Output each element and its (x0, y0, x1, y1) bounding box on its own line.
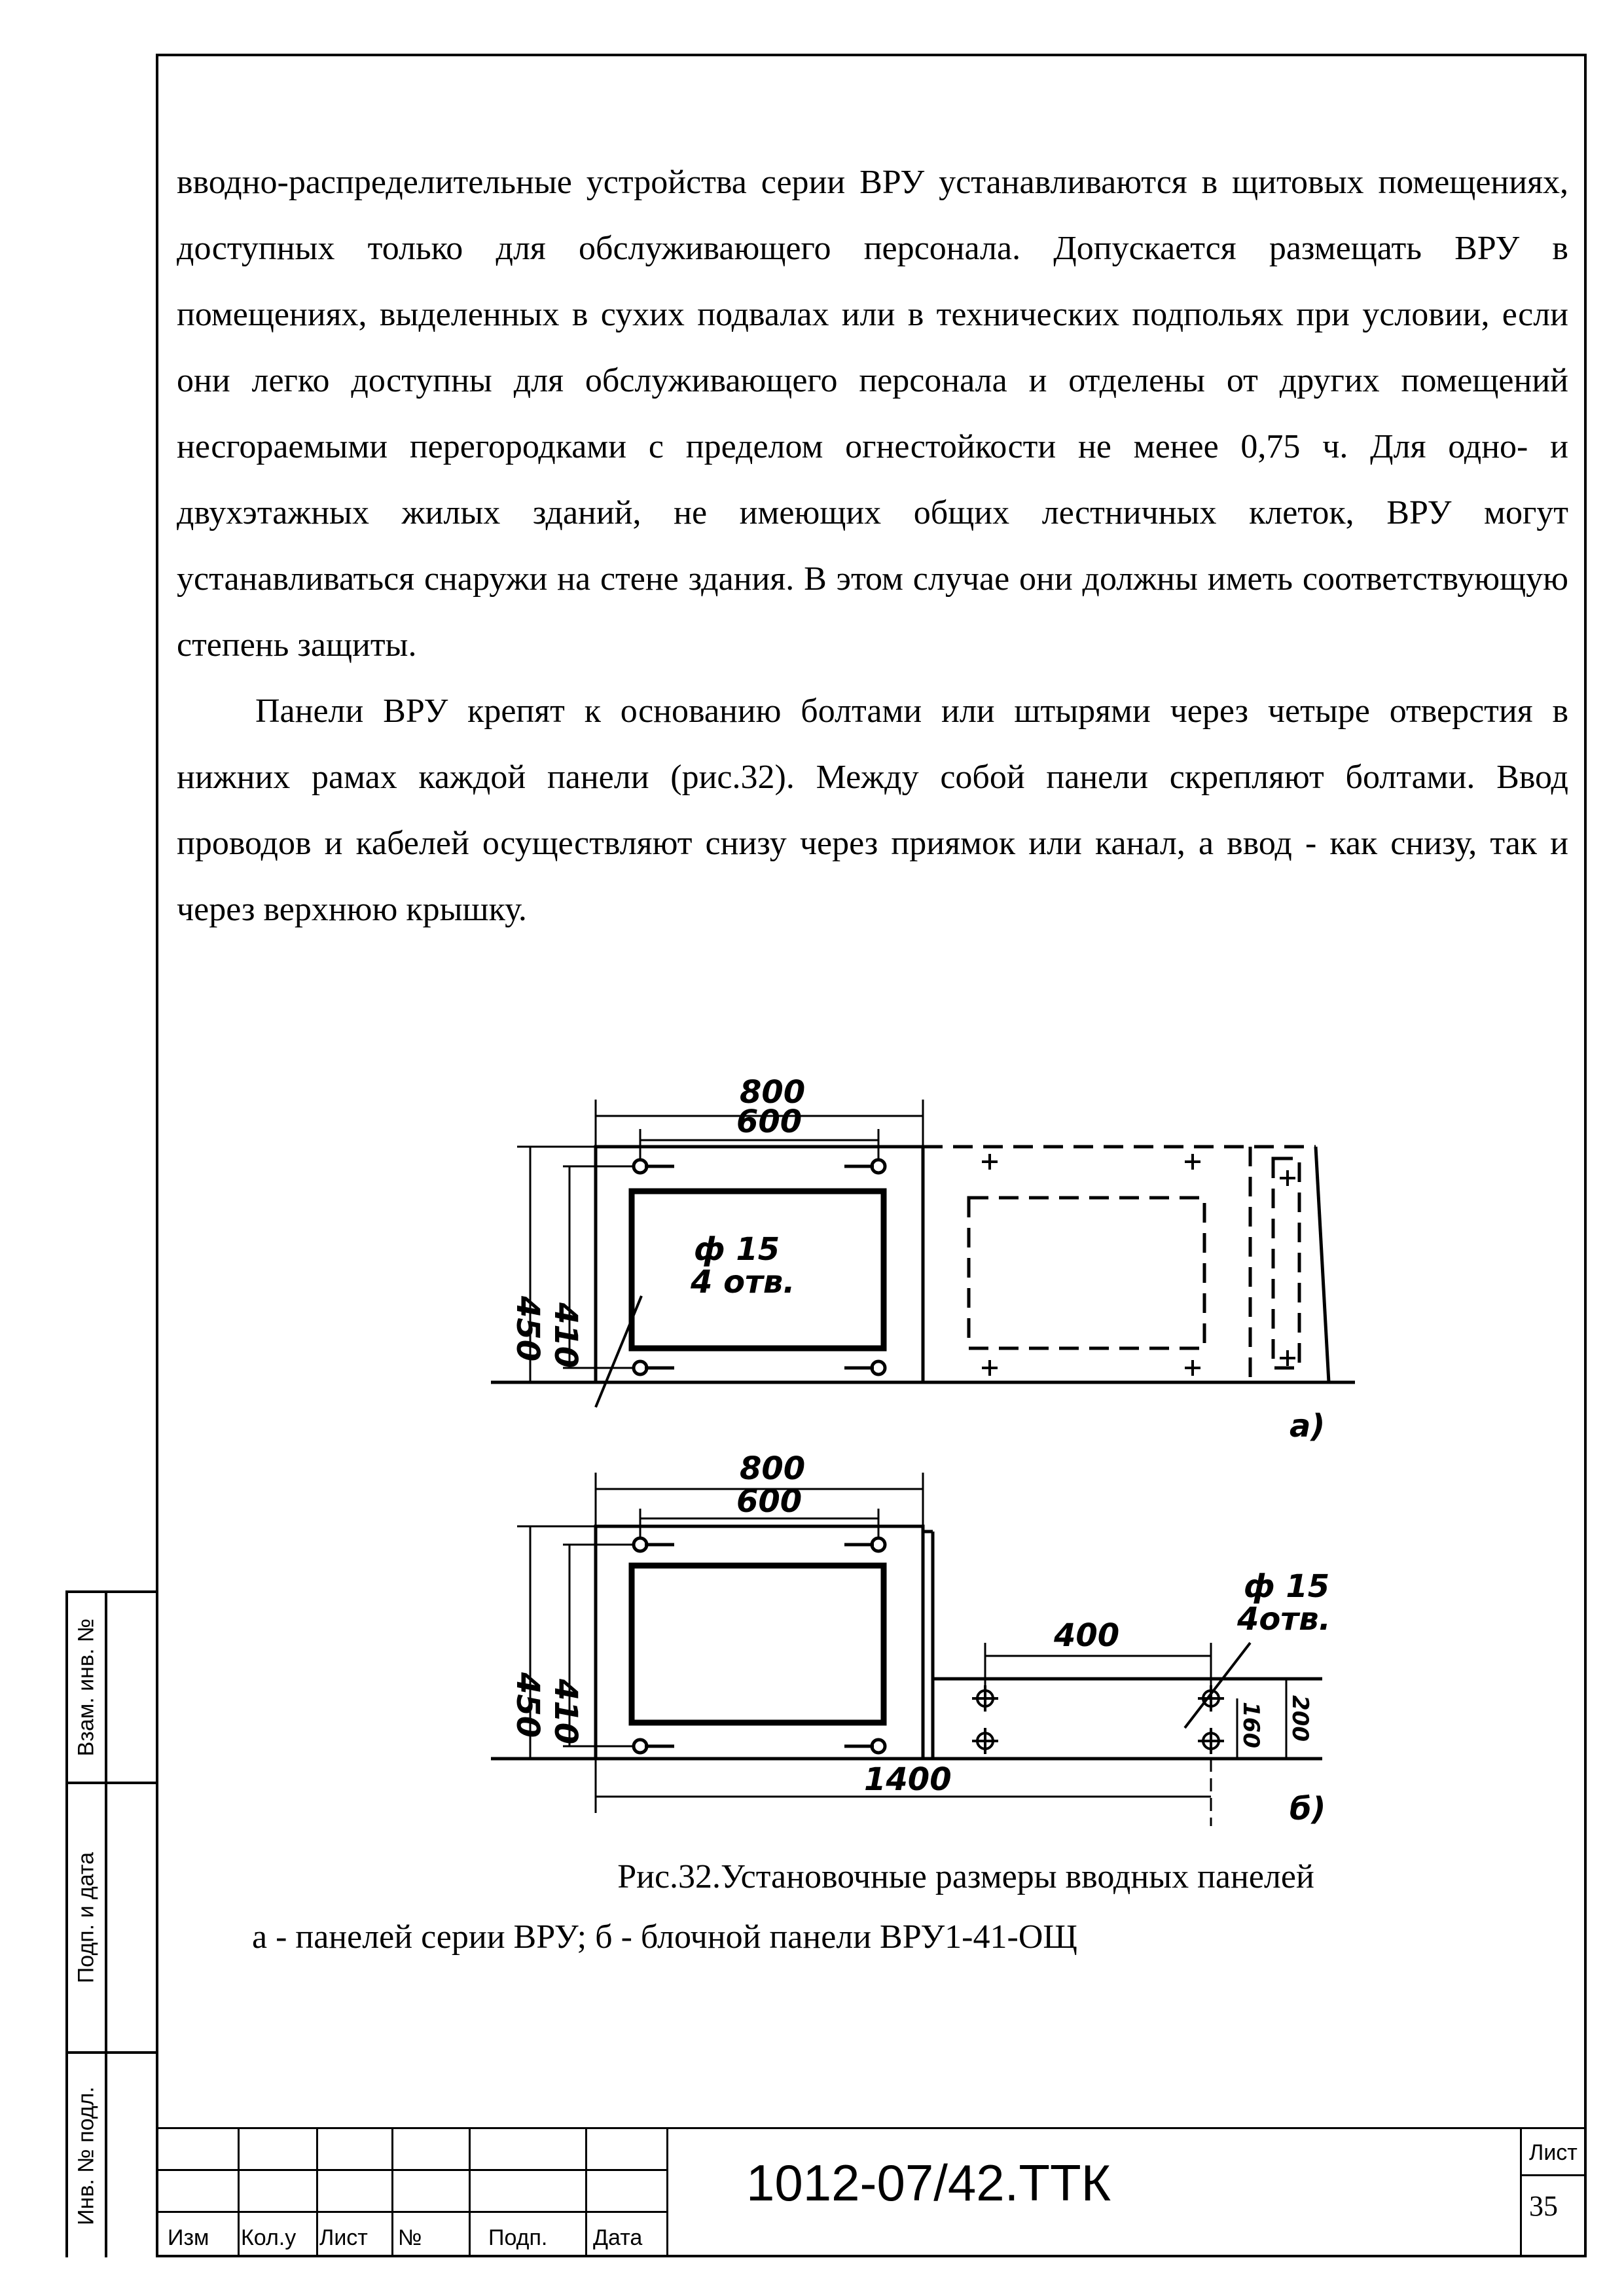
dim-label: 450 (509, 1672, 546, 1738)
col-num: № (398, 2225, 422, 2250)
sheet-number: 35 (1529, 2190, 1558, 2222)
hole-dia-label: ф 15 (694, 1231, 780, 1268)
drawing-label-b: б) (1290, 1791, 1326, 1827)
dim-label: 410 (547, 1679, 584, 1745)
figure-32 (478, 1001, 1394, 1846)
dim-label: 600 (736, 1103, 803, 1140)
dim-label: 600 (736, 1483, 803, 1520)
figure-caption: Рис.32.Установочные размеры вводных панелей (617, 1858, 1314, 1895)
side-cell (68, 2054, 156, 2257)
installation-drawing (478, 1001, 1394, 1846)
col-kolu: Кол.у (241, 2225, 297, 2250)
hole-dia-label: ф 15 (1244, 1568, 1330, 1605)
dim-label: 160 (1238, 1702, 1264, 1748)
panel-b-opening (632, 1566, 884, 1723)
side-label: Инв. № подл. (73, 2086, 99, 2225)
document-code: 1012-07/42.ТТК (746, 2154, 1111, 2212)
col-list: Лист (319, 2225, 368, 2250)
dim-label: 800 (740, 1074, 806, 1111)
drawing-label-a: а) (1290, 1408, 1326, 1444)
col-data: Дата (593, 2225, 643, 2250)
hole-count-label: 4отв. (1237, 1601, 1331, 1638)
body-text (177, 149, 1568, 942)
sheet-label: Лист (1529, 2140, 1578, 2165)
col-izm: Изм (168, 2225, 209, 2250)
side-stamp (65, 1590, 156, 2257)
side-cell (68, 1593, 156, 1784)
dim-label: 410 (547, 1302, 584, 1369)
adjacent-panel-dashed (923, 1147, 1316, 1382)
col-podp: Подп. (488, 2225, 548, 2250)
dim-label: 450 (509, 1296, 546, 1362)
side-cell (68, 1784, 156, 2054)
dim-label: 800 (740, 1450, 806, 1487)
dim-label: 200 (1287, 1695, 1313, 1742)
side-label: Подп. и дата (73, 1852, 99, 1984)
dim-label: 400 (1054, 1617, 1120, 1654)
paragraph: Панели ВРУ крепят к основанию болтами или штырями через четыре отверстия в нижних рамах каждой панели (рис.32). Между собой панели скрепляют болтами. Ввод проводов и кабелей осуществляют снизу через приямок или канал, а ввод - как снизу, так и через верхнюю крышку. (177, 692, 1568, 928)
dim-label: 1400 (864, 1761, 952, 1798)
hole-count-label: 4 отв. (691, 1264, 795, 1300)
side-label: Взам. инв. № (73, 1618, 99, 1757)
paragraph: вводно-распределительные устройства серии ВРУ устанавливаются в щитовых помещениях, доступных только для обслуживающего персонала. Допускается размещать ВРУ в помещениях, выделенных в сухих подвалах или в технических подпольях при условии, если они легко доступны для обслуживающего персонала и отделены от других помещений несгораемыми перегородками с пределом огнестойкости не менее 0,75 ч. Для одно- и двухэтажных жилых зданий, не имеющих общих лестничных клеток, ВРУ могут устанавливаться снаружи на стене здания. В этом случае они должны иметь соответствующую степень защиты. (177, 164, 1568, 664)
figure-subcaption: а - панелей серии ВРУ; б - блочной панели ВРУ1-41-ОЩ (252, 1918, 1077, 1956)
